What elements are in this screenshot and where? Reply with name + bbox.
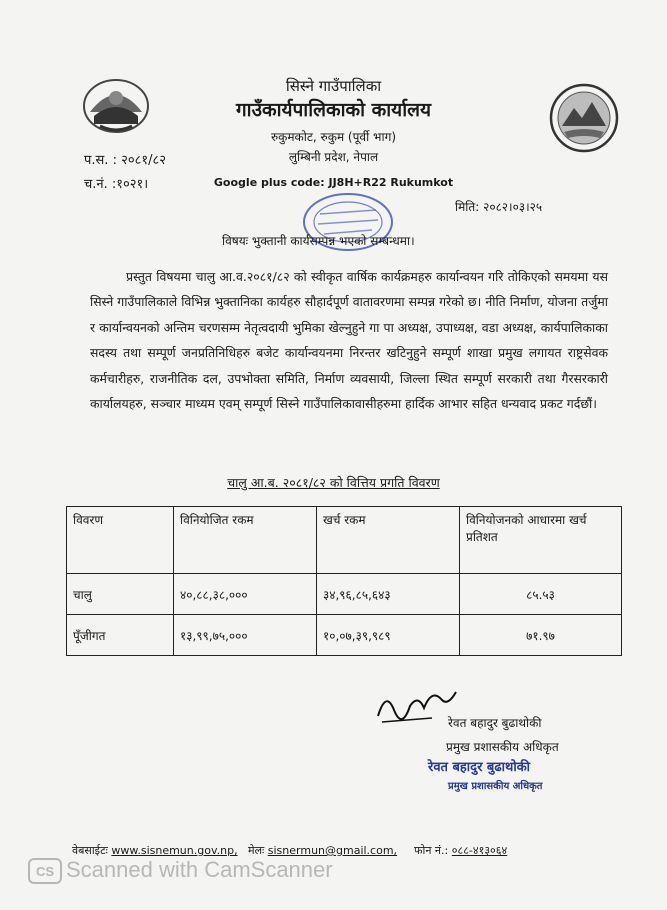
letter-body: [90, 264, 608, 416]
column-header: खर्च रकम: [317, 507, 460, 574]
footer-website: [72, 843, 238, 858]
table-cell: १३,९९,७५,०००: [174, 615, 317, 656]
office-address: रुकुमकोट, रुकुम (पूर्वी भाग): [270, 130, 397, 144]
column-header: विनियोजित रकम: [174, 507, 317, 574]
column-header: विवरण: [67, 507, 174, 574]
office-name: गाउँकार्यपालिकाको कार्यालय: [235, 99, 432, 121]
province: लुम्बिनी प्रदेश, नेपाल: [288, 150, 379, 164]
phone-label: फोन नं.:: [414, 844, 449, 857]
camscanner-badge-text: CS: [35, 864, 55, 879]
footer-phone: [414, 843, 507, 858]
signatory-name: रेवत बहादुर बुढाथोकी: [448, 716, 542, 730]
email-link[interactable]: sisnermun@gmail.com,: [267, 844, 398, 857]
email-label: मेलः: [248, 844, 265, 857]
title-stamp: प्रमुख प्रशासकीय अधिकृत: [448, 781, 543, 792]
scanner-watermark: Scanned with CamScanner: [66, 857, 333, 882]
phone-number: ०८८-४१३०६४: [451, 844, 508, 857]
table-cell: १०,०७,३९,९८९: [317, 615, 460, 656]
table-row: [67, 615, 622, 656]
signatory-title: प्रमुख प्रशासकीय अधिकृत: [446, 740, 559, 754]
table-cell: चालु: [67, 574, 174, 615]
financial-progress-table: [66, 506, 622, 656]
website-link[interactable]: www.sisnemun.gov.np,: [111, 844, 238, 857]
website-label: वेबसाईटः: [72, 844, 108, 857]
table-cell: ४०,८८,३८,०००: [174, 574, 317, 615]
body-paragraph: प्रस्तुत विषयमा चालु आ.व.२०८१/८२ को स्वीकृत वार्षिक कार्यक्रमहरु कार्यान्वयन गरि तोकिएको समयमा यस सिस्ने गाउँपालिकाले विभिन्न भुक्तानिका कार्यहरु सौहार्दपूर्ण वातावरणमा सम्पन्न गरेको छ। नीति निर्माण, योजना तर्जुमा र कार्यान्वयनको अन्तिम चरणसम्म नेतृत्वदायी भुमिका खेल्नुहुने गा पा अध्यक्ष, उपाध्यक्ष, वडा अध्यक्ष, कार्यपालिकाका सदस्य तथा सम्पूर्ण जनप्रतिनिधिहरु बजेट कार्यान्वयनमा निरन्तर खटिनुहुने सम्पूर्ण शाखा प्रमुख लगायत राष्ट्रसेवक कर्मचारीहरु, राजनीतिक दल, उपभोक्ता समिति, निर्माण व्यवसायी, जिल्ला स्थित सम्पूर्ण सरकारी तथा गैरसरकारी कार्यालयहरु, सञ्चार माध्यम एवम् सम्पूर्ण सिस्ने गाउँपालिकावासीहरुमा हार्दिक आभार सहित धन्यवाद प्रकट गर्दछौं।: [90, 269, 608, 412]
table-cell: ७१.९७: [460, 615, 622, 656]
table-header-row: [67, 507, 622, 574]
table-cell: ३४,९६,८५,६४३: [317, 574, 460, 615]
reference-number: प.स. : २०८१/८२: [84, 153, 167, 168]
column-header: विनियोजनको आधारमा खर्च प्रतिशत: [460, 507, 622, 574]
dispatch-number: च.नं. :१०२१।: [84, 177, 149, 192]
name-stamp: रेवत बहादुर बुढाथोकी: [428, 760, 531, 775]
table-cell: ८५.५३: [460, 574, 622, 615]
camscanner-logo-icon: [28, 858, 62, 884]
letter-subject: विषयः भुक्तानी कार्यसम्पन्न भएको सम्बन्धमा।: [222, 234, 415, 248]
table-cell: पूँजीगत: [67, 615, 174, 656]
footer-email: [248, 843, 397, 858]
table-row: [67, 574, 622, 615]
table-title: चालु आ.ब. २०८१/८२ को वित्तिय प्रगति विवरण: [227, 475, 440, 490]
municipality-name: सिस्ने गाउँपालिका: [285, 77, 382, 95]
letter-date: मिति: २०८२।०३।२५: [455, 200, 543, 214]
google-plus-code: Google plus code: JJ8H+R22 Rukumkot: [213, 176, 454, 189]
